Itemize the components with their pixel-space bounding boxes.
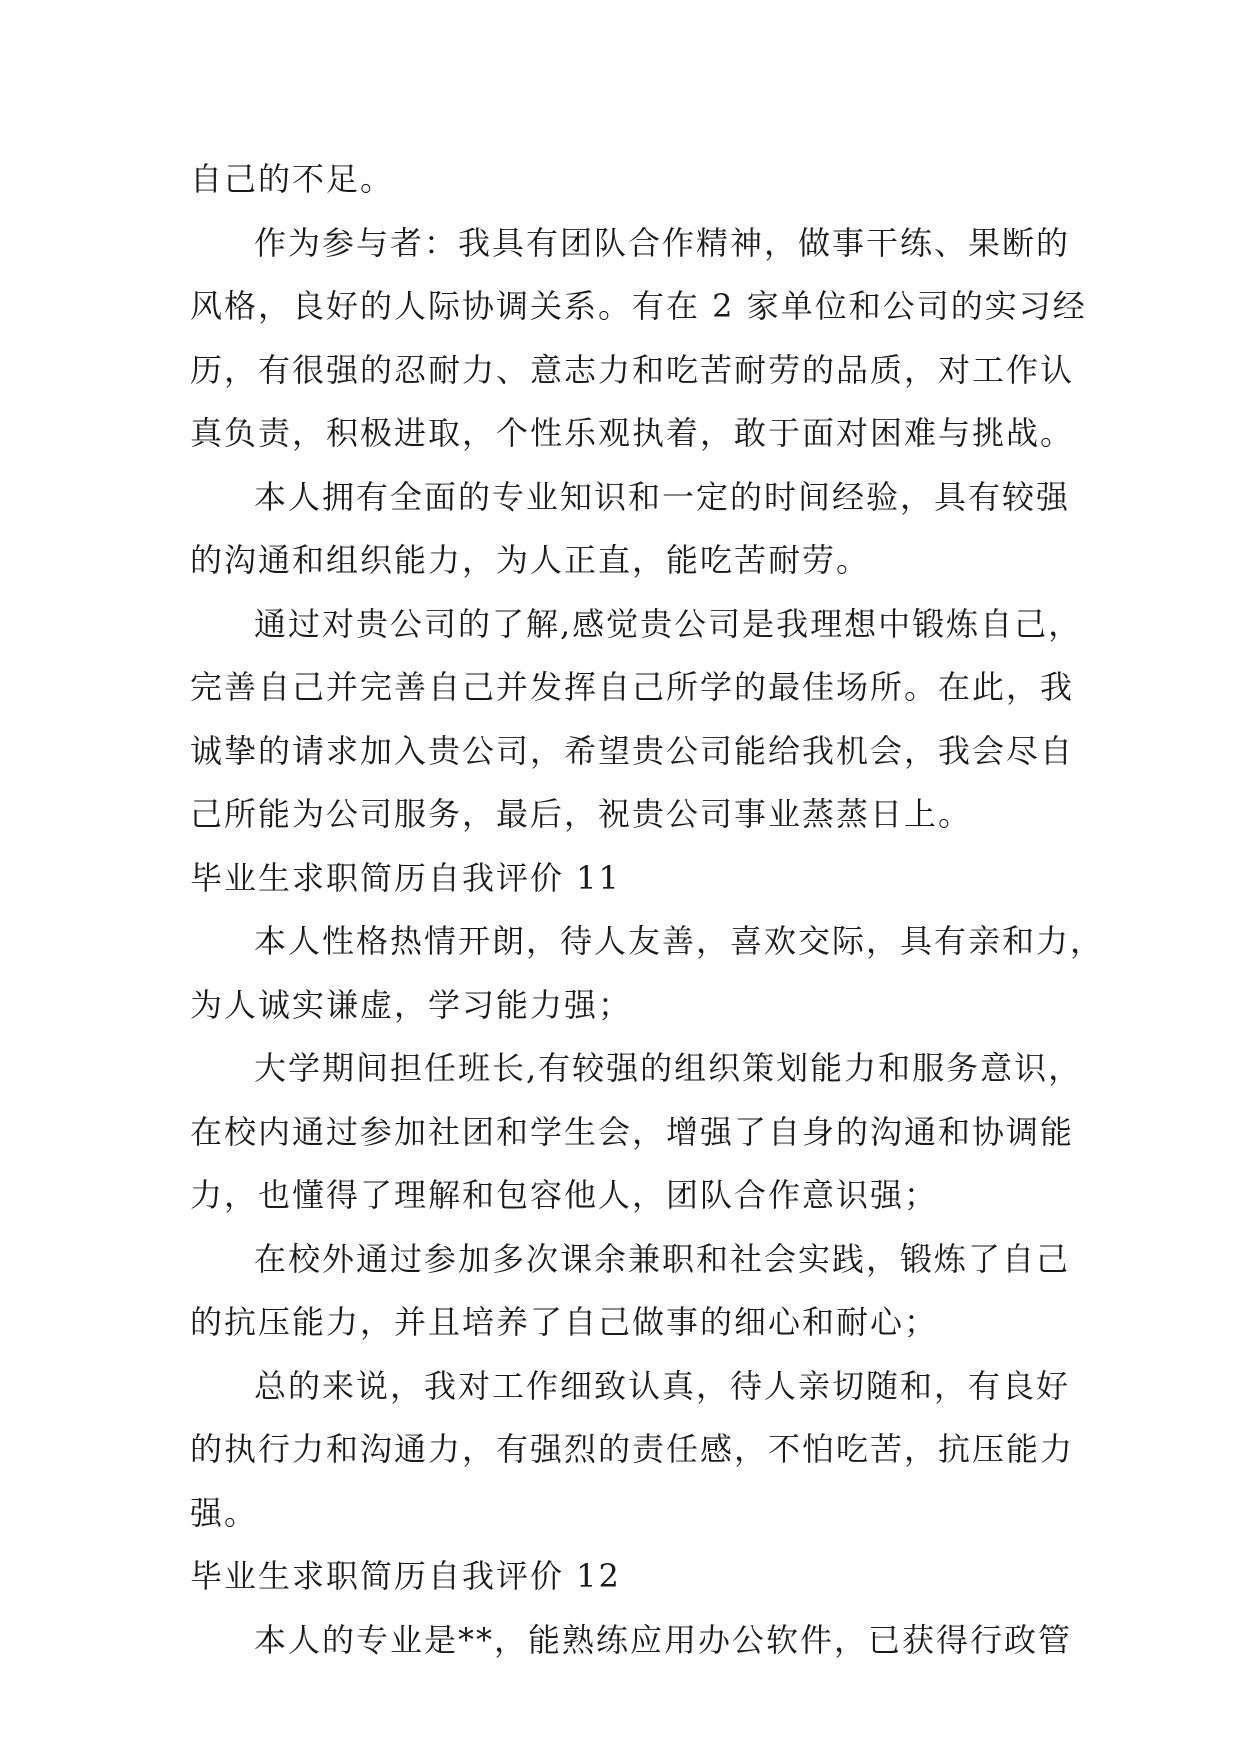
section-heading: 毕业生求职简历自我评价 11 — [190, 858, 621, 897]
paragraph-start-line: 在校外通过参加多次课余兼职和社会实践，锻炼了自己 — [254, 1239, 1071, 1278]
paragraph-start-line: 本人拥有全面的专业知识和一定的时间经验，具有较强 — [254, 477, 1071, 516]
text-line: 诚挚的请求加入贵公司，希望贵公司能给我机会，我会尽自 — [190, 731, 1075, 770]
section-heading: 毕业生求职简历自我评价 12 — [190, 1557, 621, 1595]
paragraph-start-line: 作为参与者：我具有团队合作精神，做事干练、果断的 — [254, 223, 1071, 262]
text-line: 为人诚实谦虚，学习能力强； — [190, 985, 633, 1024]
text-line: 的抗压能力，并且培养了自己做事的细心和耐心； — [190, 1303, 939, 1341]
text-line: 在校内通过参加社团和学生会，增强了自身的沟通和协调能 — [190, 1112, 1075, 1151]
text-line: 己所能为公司服务，最后，祝贵公司事业蒸蒸日上。 — [190, 795, 973, 833]
text-line: 风格，良好的人际协调关系。有在 2 家单位和公司的实习经 — [190, 287, 1087, 325]
text-line: 自己的不足。 — [190, 160, 395, 198]
text-line: 完善自己并完善自己并发挥自己所学的最佳场所。在此，我 — [190, 668, 1075, 706]
paragraph-start-line: 通过对贵公司的了解,感觉贵公司是我理想中锻炼自己， — [254, 604, 1083, 643]
paragraph-start-line: 总的来说，我对工作细致认真，待人亲切随和，有良好 — [254, 1366, 1071, 1405]
text-line: 历，有很强的忍耐力、意志力和吃苦耐劳的品质，对工作认 — [190, 350, 1075, 389]
text-line: 力，也懂得了理解和包容他人，团队合作意识强； — [190, 1176, 939, 1214]
text-line: 的沟通和组织能力，为人正直，能吃苦耐劳。 — [190, 541, 871, 579]
paragraph-start-line: 本人的专业是**，能熟练应用办公软件，已获得行政管 — [254, 1620, 1073, 1659]
paragraph-start-line: 大学期间担任班长,有较强的组织策划能力和服务意识， — [254, 1049, 1083, 1087]
paragraph-start-line: 本人性格热情开朗，待人友善，喜欢交际，具有亲和力， — [254, 922, 1105, 960]
text-line: 的执行力和沟通力，有强烈的责任感，不怕吃苦，抗压能力 — [190, 1430, 1075, 1468]
text-line: 真负责，积极进取，个性乐观执着，敢于面对困难与挑战。 — [190, 414, 1075, 452]
document-body — [190, 148, 1105, 1672]
text-line: 强。 — [190, 1493, 259, 1532]
